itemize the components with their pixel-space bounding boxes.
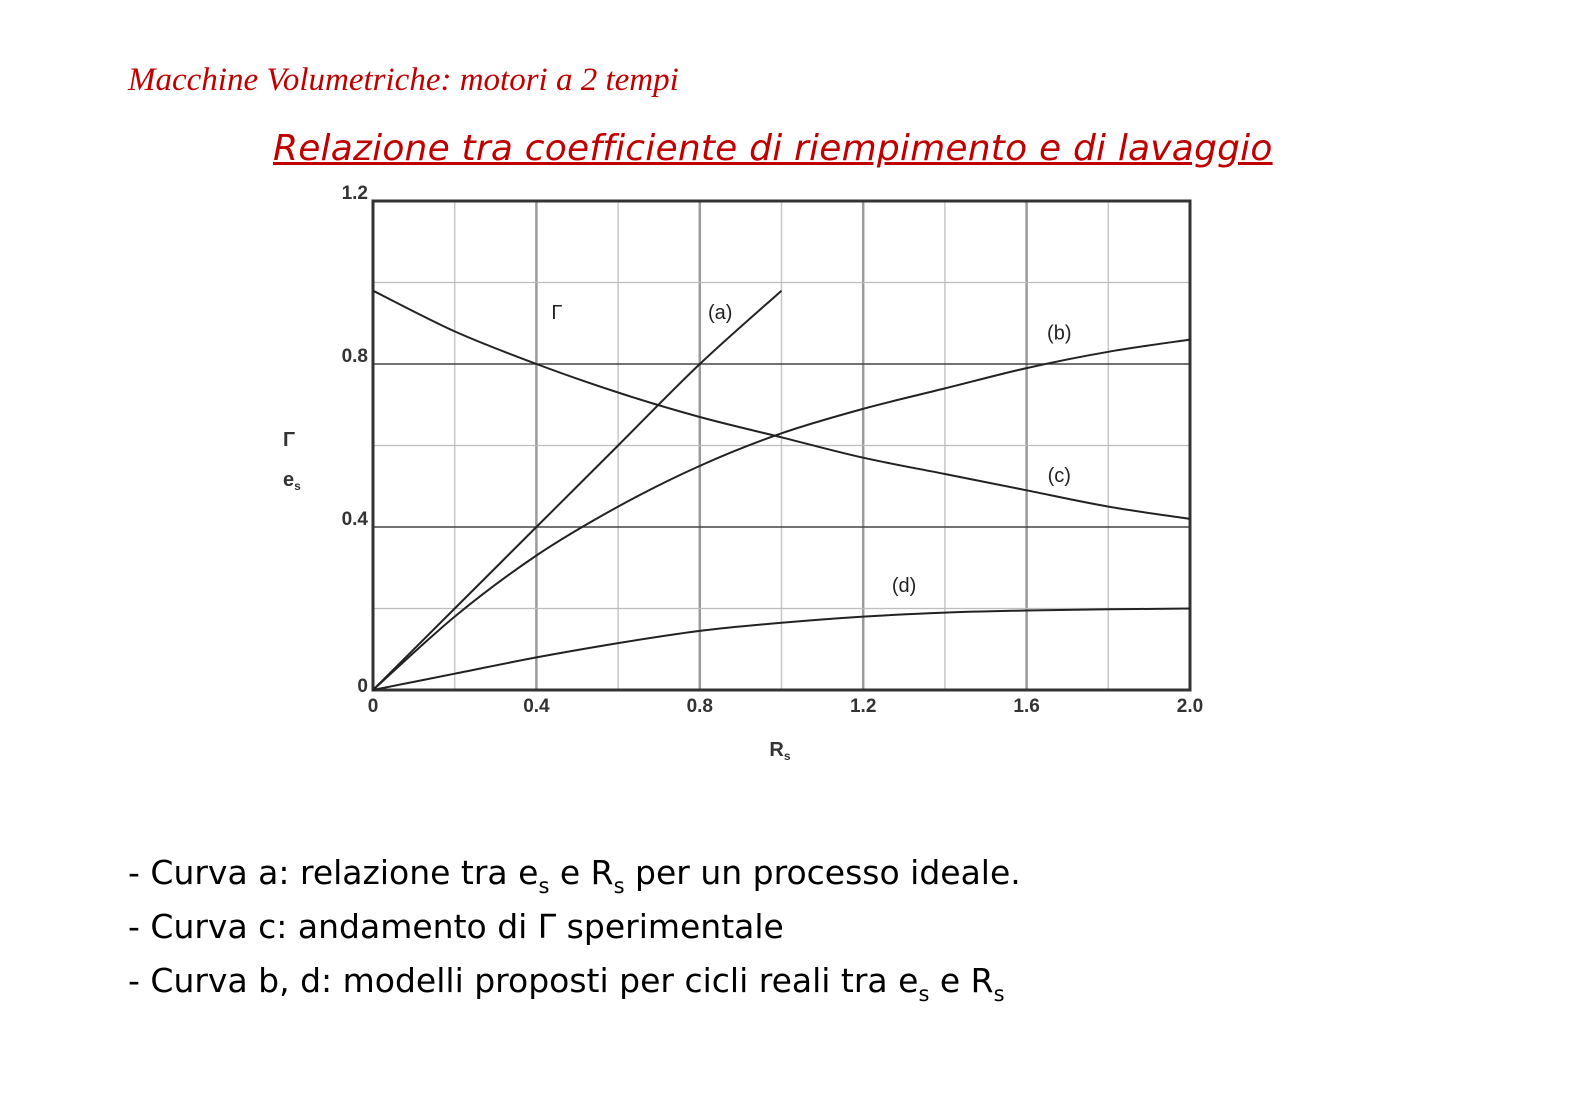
y-tick-label: 1.2 <box>341 183 368 204</box>
x-tick-label: 0.8 <box>686 696 714 717</box>
x-axis-label: $R_s$ <box>769 739 791 763</box>
bullet-text: - Curva c: andamento di Γ sperimentale <box>128 907 784 946</box>
curve-label: (a) <box>707 302 733 325</box>
x-tick-label: 0.4 <box>523 696 550 717</box>
bullet-text: e R <box>549 853 614 892</box>
bullet-item <box>128 846 1021 900</box>
curve-label: (c) <box>1047 465 1071 488</box>
y-tick-label: 0.4 <box>341 509 368 530</box>
series-line <box>373 291 782 690</box>
bullet-text: - Curva b, d: modelli proposti per cicli reali tra e <box>128 961 919 1000</box>
y-tick-label: 0 <box>357 676 368 697</box>
bullet-list <box>128 846 1021 1008</box>
bullet-item <box>128 900 1021 954</box>
bullet-text: per un processo ideale. <box>624 853 1021 892</box>
slide-header: Macchine Volumetriche: motori a 2 tempi <box>128 62 679 98</box>
slide-title: Relazione tra coefficiente di riempimento e di lavaggio <box>273 128 1273 169</box>
curve-label: (b) <box>1047 322 1072 345</box>
x-tick-label: 0 <box>367 696 379 717</box>
bullet-subscript: s <box>538 874 550 898</box>
y-axis-label: Γ <box>283 429 296 451</box>
bullet-text: e R <box>929 961 994 1000</box>
bullet-subscript: s <box>918 982 930 1006</box>
x-tick-label: 1.6 <box>1013 696 1040 717</box>
bullet-subscript: s <box>993 982 1005 1006</box>
bullet-subscript: s <box>613 874 625 898</box>
curve-label: (d) <box>891 575 917 598</box>
x-tick-label: 1.2 <box>849 696 877 717</box>
curve-label: Γ <box>551 302 563 325</box>
x-tick-label: 2.0 <box>1176 696 1204 717</box>
y-tick-label: 0.8 <box>341 346 368 367</box>
y-axis-label: $e_s$ <box>283 469 301 493</box>
bullet-text: - Curva a: relazione tra e <box>128 853 539 892</box>
bullet-item <box>128 954 1021 1008</box>
